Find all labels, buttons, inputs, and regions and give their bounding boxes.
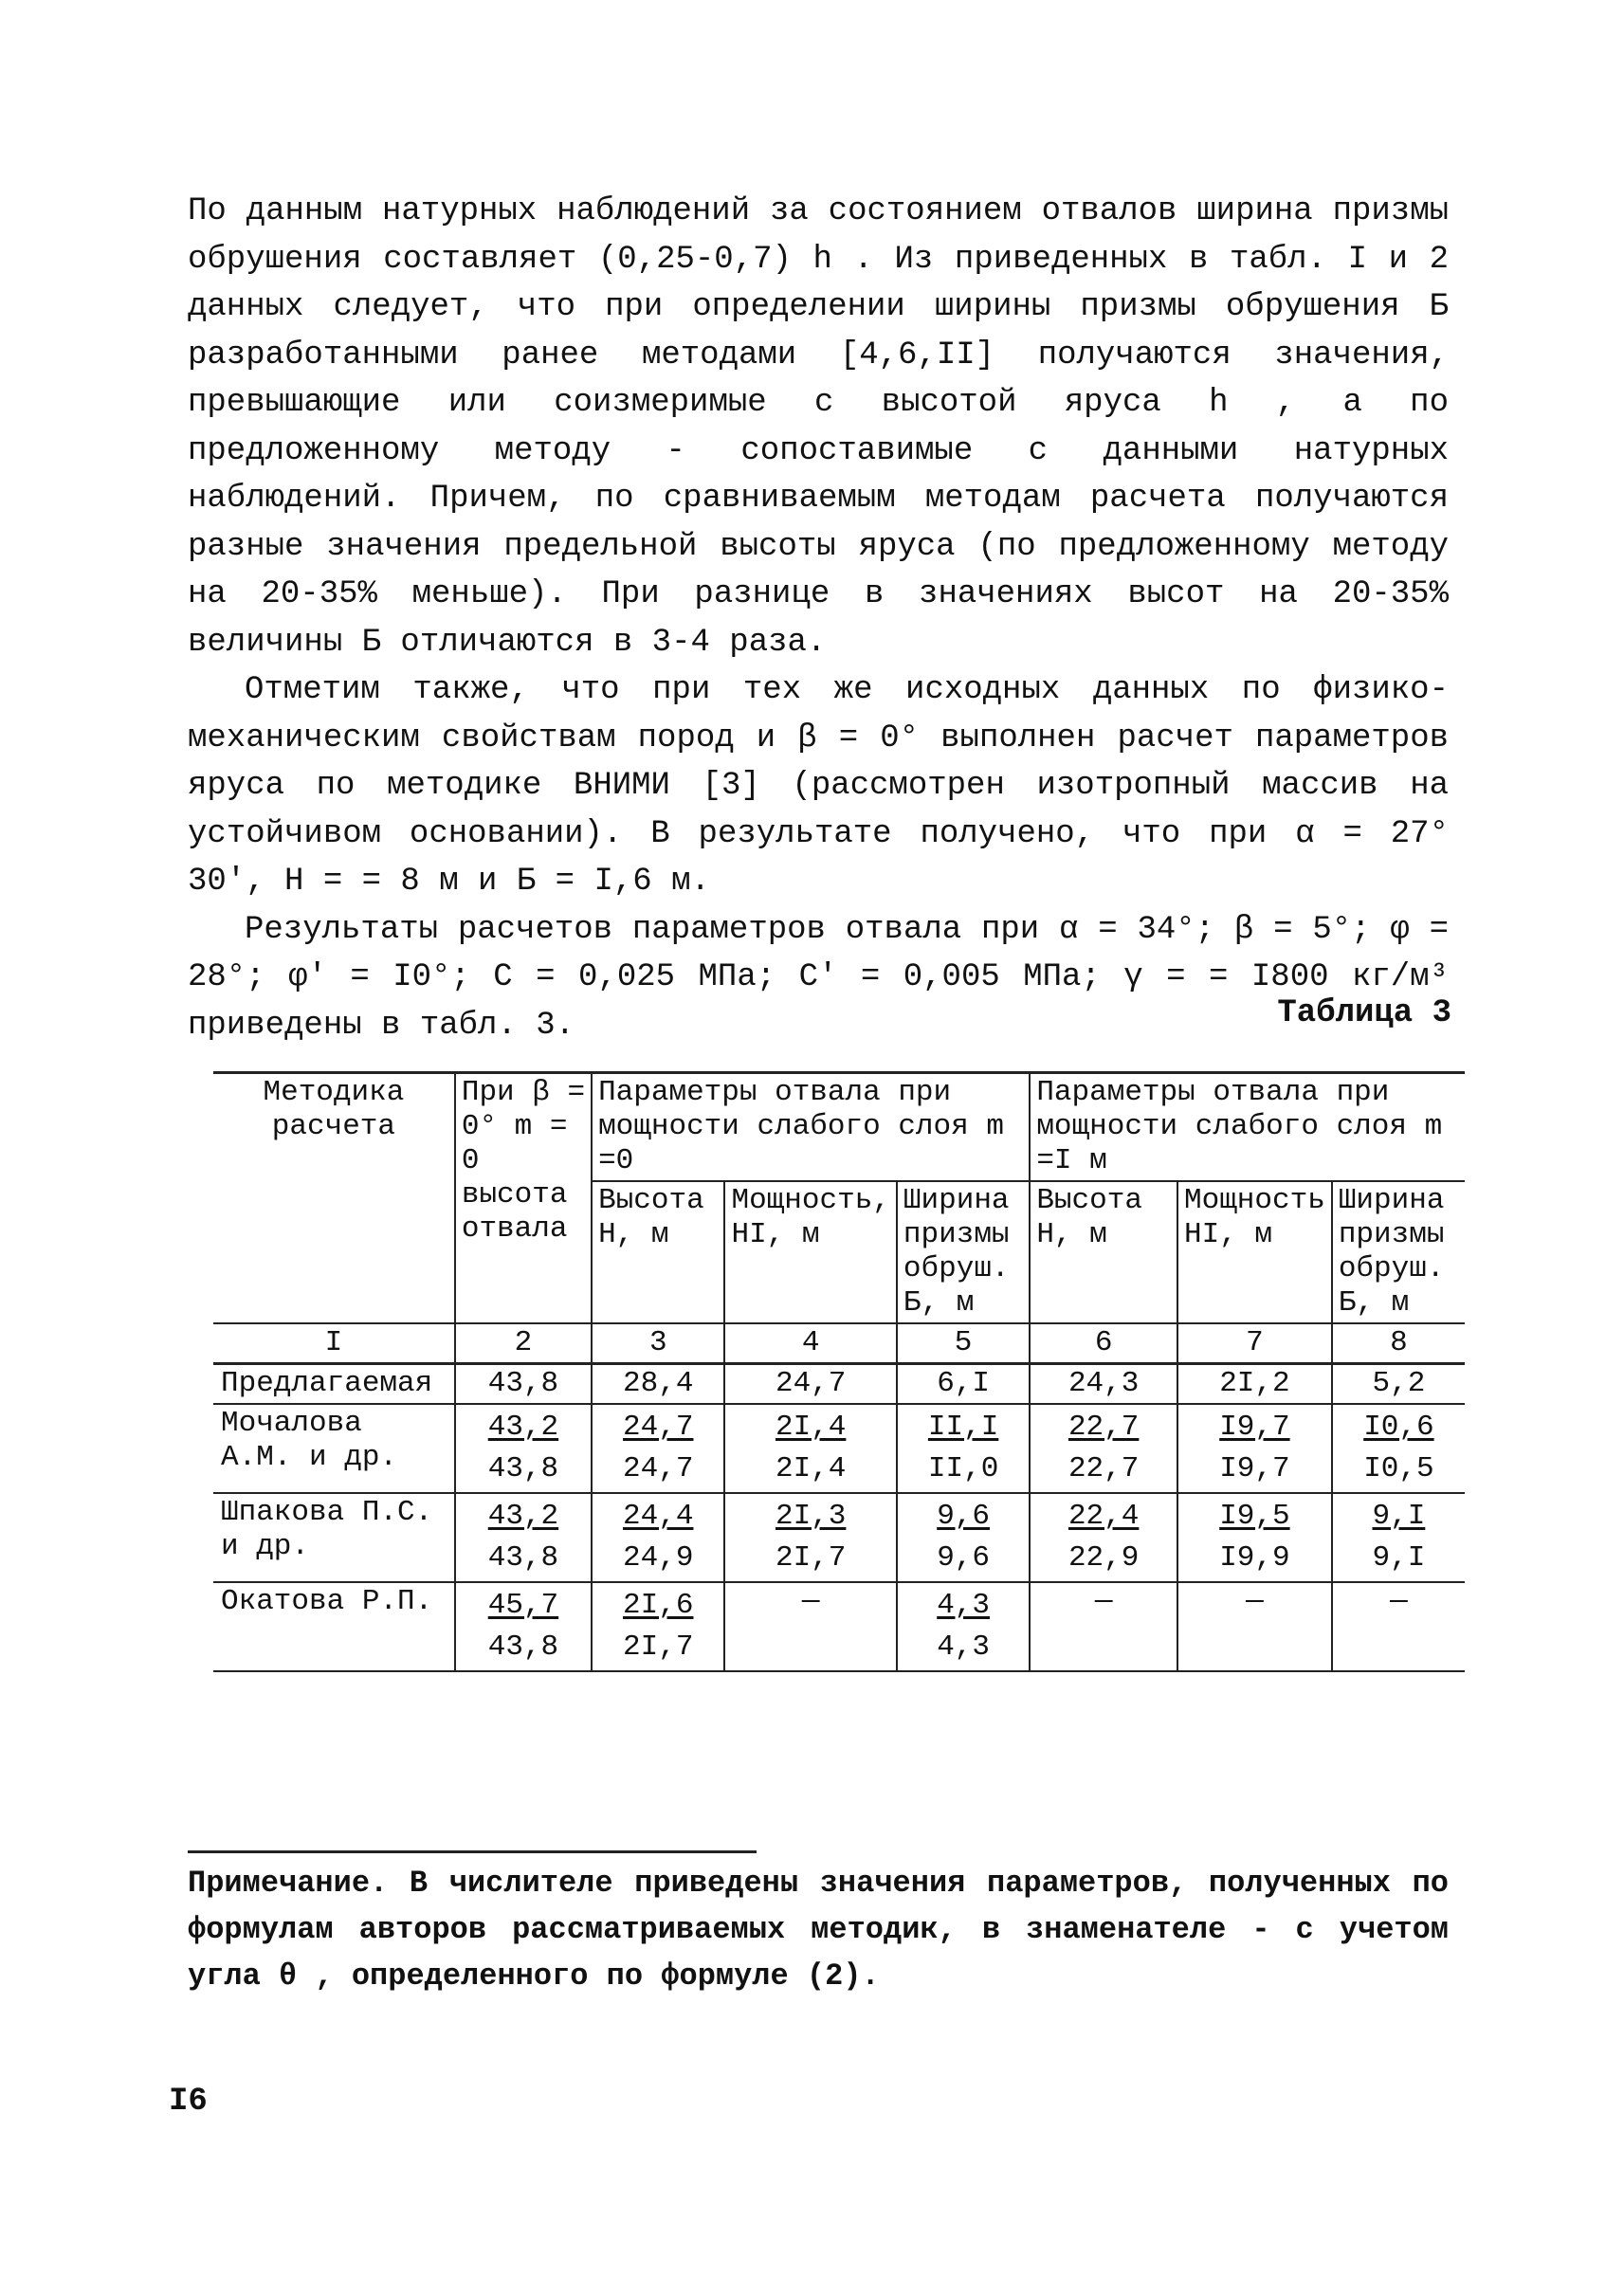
fraction-value bbox=[937, 1496, 990, 1579]
denominator: 4,3 bbox=[937, 1630, 991, 1664]
fraction-value bbox=[928, 1407, 998, 1490]
denominator: I0,5 bbox=[1363, 1452, 1434, 1485]
table-cell bbox=[897, 1493, 1030, 1582]
fraction-value bbox=[488, 1407, 558, 1490]
header-height-2: Высота H, м bbox=[1030, 1181, 1177, 1323]
fraction-value bbox=[776, 1407, 846, 1490]
header-thickness-2: Мощность HI, м bbox=[1177, 1181, 1332, 1323]
denominator: 2I,4 bbox=[775, 1452, 847, 1485]
numerator: 2I,4 bbox=[775, 1411, 847, 1444]
table-cell bbox=[897, 1364, 1030, 1405]
table-cell bbox=[592, 1364, 724, 1405]
numerator: 24,4 bbox=[623, 1500, 694, 1533]
fraction-value bbox=[1219, 1496, 1289, 1579]
table-cell bbox=[1177, 1582, 1332, 1671]
table-cell bbox=[1030, 1493, 1177, 1582]
denominator: I9,7 bbox=[1219, 1452, 1290, 1485]
single-value: 43,8 bbox=[487, 1367, 559, 1400]
header-height: Высота H, м bbox=[592, 1181, 724, 1323]
dash-value: — bbox=[1094, 1585, 1113, 1618]
header-col2: При β = 0° m = 0 высота отвала bbox=[455, 1073, 592, 1324]
denominator: 43,8 bbox=[487, 1452, 559, 1485]
single-value: 24,7 bbox=[775, 1367, 847, 1400]
row-method: Шпакова П.С. и др. bbox=[213, 1493, 455, 1582]
single-value: 24,3 bbox=[1067, 1367, 1140, 1400]
table-cell bbox=[1177, 1364, 1332, 1405]
dash-value: — bbox=[1390, 1585, 1408, 1618]
paragraph-1: По данным натурных наблюдений за состоянием отвалов ширина призмы обрушения составляет (0,25-0,7) h . Из приведенных в табл. I и 2 данных следует, что при определении ширины призмы обрушения Б разработанными ранее методами [4,6,II] получаются значения, превышающие или соизмеримые с высотой яруса h , а по предложенному методу - сопоставимые с данными натурных наблюдений. Причем, по сравниваемым методам расчета получаются разные значения предельной высоты яруса (по предложенному методу на 20-35% меньше). При разнице в значениях высот на 20-35% величины Б отличаются в 3-4 раза. bbox=[188, 193, 1449, 661]
denominator: 2I,7 bbox=[623, 1630, 694, 1664]
single-value: 6,I bbox=[937, 1367, 991, 1400]
numerator: 2I,3 bbox=[775, 1500, 847, 1533]
table-row bbox=[213, 1364, 1465, 1405]
table-cell bbox=[1177, 1493, 1332, 1582]
column-number: 5 bbox=[897, 1323, 1030, 1364]
column-number: I bbox=[213, 1323, 455, 1364]
table-cell bbox=[1332, 1364, 1465, 1405]
table-cell bbox=[724, 1404, 896, 1493]
row-method: Мочалова А.М. и др. bbox=[213, 1404, 455, 1493]
denominator: 43,8 bbox=[487, 1541, 559, 1575]
single-value: 5,2 bbox=[1372, 1367, 1426, 1400]
numerator: 9,I bbox=[1372, 1500, 1426, 1533]
fraction-value bbox=[488, 1585, 558, 1668]
numerator: 9,6 bbox=[937, 1500, 991, 1533]
paragraph-3: Результаты расчетов параметров отвала при α = 34°; β = 5°; φ = 28°; φ′ = I0°; C = 0,025 МПа; C′ = 0,005 МПа; γ = = I800 кг/м³ приведены в табл. 3. bbox=[188, 911, 1449, 1044]
header-method: Методика расчета bbox=[213, 1073, 455, 1324]
denominator: 24,9 bbox=[623, 1541, 694, 1575]
denominator: I9,9 bbox=[1219, 1541, 1290, 1575]
header-group-m1: Параметры отвала при мощности слабого слоя m =I м bbox=[1030, 1073, 1465, 1182]
numerator: I0,6 bbox=[1363, 1411, 1434, 1444]
table-cell bbox=[897, 1582, 1030, 1671]
denominator: 43,8 bbox=[487, 1630, 559, 1664]
fraction-value bbox=[1363, 1407, 1433, 1490]
numerator: 24,7 bbox=[623, 1411, 694, 1444]
note-divider bbox=[188, 1850, 757, 1853]
denominator: 24,7 bbox=[623, 1452, 694, 1485]
denominator: 2I,7 bbox=[775, 1541, 847, 1575]
single-value: 28,4 bbox=[623, 1367, 694, 1400]
table-cell bbox=[724, 1364, 896, 1405]
paragraph-2: Отметим также, что при тех же исходных данных по физико-механическим свойствам пород и β = 0° выполнен расчет параметров яруса по методике ВНИМИ [3] (рассмотрен изотропный массив на устойчивом основании). В результате получено, что при α = 27° 30′, H = = 8 м и Б = I,6 м. bbox=[188, 672, 1449, 900]
dash-value: — bbox=[801, 1585, 820, 1618]
denominator: 22,7 bbox=[1067, 1452, 1140, 1485]
column-number: 6 bbox=[1030, 1323, 1177, 1364]
table-cell bbox=[1177, 1404, 1332, 1493]
fraction-value bbox=[623, 1496, 693, 1579]
header-width-2: Ширина призмы обруш. Б, м bbox=[1332, 1181, 1465, 1323]
denominator: 9,I bbox=[1372, 1541, 1426, 1575]
header-group-m0: Параметры отвала при мощности слабого слоя m =0 bbox=[592, 1073, 1030, 1182]
results-table bbox=[213, 1071, 1465, 1672]
table-row bbox=[213, 1582, 1465, 1671]
column-number-row bbox=[213, 1323, 1465, 1364]
table-cell bbox=[724, 1493, 896, 1582]
numerator: 22,4 bbox=[1067, 1500, 1140, 1533]
table-cell bbox=[1030, 1582, 1177, 1671]
fraction-value bbox=[623, 1585, 693, 1668]
table-cell bbox=[592, 1404, 724, 1493]
column-number: 8 bbox=[1332, 1323, 1465, 1364]
body-text bbox=[188, 188, 1449, 1049]
table-cell bbox=[455, 1404, 592, 1493]
table-cell bbox=[1030, 1404, 1177, 1493]
table-cell bbox=[724, 1582, 896, 1671]
table-cell bbox=[455, 1493, 592, 1582]
fraction-value bbox=[1068, 1496, 1139, 1579]
fraction-value bbox=[488, 1496, 558, 1579]
dash-value: — bbox=[1246, 1585, 1264, 1618]
numerator: 43,2 bbox=[487, 1411, 559, 1444]
column-number: 2 bbox=[455, 1323, 592, 1364]
table-note: Примечание. В числителе приведены значения параметров, полученных по формулам авторов рассматриваемых методик, в знаменателе - с учетом угла θ , определенного по формуле (2). bbox=[188, 1866, 1449, 1994]
numerator: 43,2 bbox=[487, 1500, 559, 1533]
table-row bbox=[213, 1404, 1465, 1493]
column-number: 4 bbox=[724, 1323, 896, 1364]
table-cell bbox=[592, 1493, 724, 1582]
column-number: 7 bbox=[1177, 1323, 1332, 1364]
numerator: 22,7 bbox=[1067, 1411, 1140, 1444]
page-number: I6 bbox=[169, 2084, 208, 2120]
table-cell bbox=[1332, 1404, 1465, 1493]
denominator: 22,9 bbox=[1067, 1541, 1140, 1575]
numerator: 45,7 bbox=[487, 1589, 559, 1622]
table-cell bbox=[455, 1582, 592, 1671]
fraction-value bbox=[937, 1585, 990, 1668]
fraction-value bbox=[776, 1496, 846, 1579]
column-number: 3 bbox=[592, 1323, 724, 1364]
fraction-value bbox=[1373, 1496, 1426, 1579]
table-body bbox=[213, 1364, 1465, 1672]
denominator: 9,6 bbox=[937, 1541, 991, 1575]
table-cell bbox=[455, 1364, 592, 1405]
row-method: Окатова Р.П. bbox=[213, 1582, 455, 1671]
header-thickness: Мощность, HI, м bbox=[724, 1181, 896, 1323]
fraction-value bbox=[623, 1407, 693, 1490]
fraction-value bbox=[1068, 1407, 1139, 1490]
table-row bbox=[213, 1493, 1465, 1582]
table-cell bbox=[1030, 1364, 1177, 1405]
table-caption: Таблица 3 bbox=[1277, 995, 1451, 1031]
header-width: Ширина призмы обруш. Б, м bbox=[897, 1181, 1030, 1323]
denominator: II,0 bbox=[927, 1452, 999, 1485]
numerator: I9,7 bbox=[1219, 1411, 1290, 1444]
table-cell bbox=[1332, 1493, 1465, 1582]
numerator: 2I,6 bbox=[623, 1589, 694, 1622]
single-value: 2I,2 bbox=[1219, 1367, 1290, 1400]
fraction-value bbox=[1219, 1407, 1289, 1490]
numerator: I9,5 bbox=[1219, 1500, 1290, 1533]
table-cell bbox=[1332, 1582, 1465, 1671]
table-cell bbox=[592, 1582, 724, 1671]
numerator: II,I bbox=[927, 1411, 999, 1444]
numerator: 4,3 bbox=[937, 1589, 991, 1622]
table-cell bbox=[897, 1404, 1030, 1493]
row-method: Предлагаемая bbox=[213, 1364, 455, 1405]
